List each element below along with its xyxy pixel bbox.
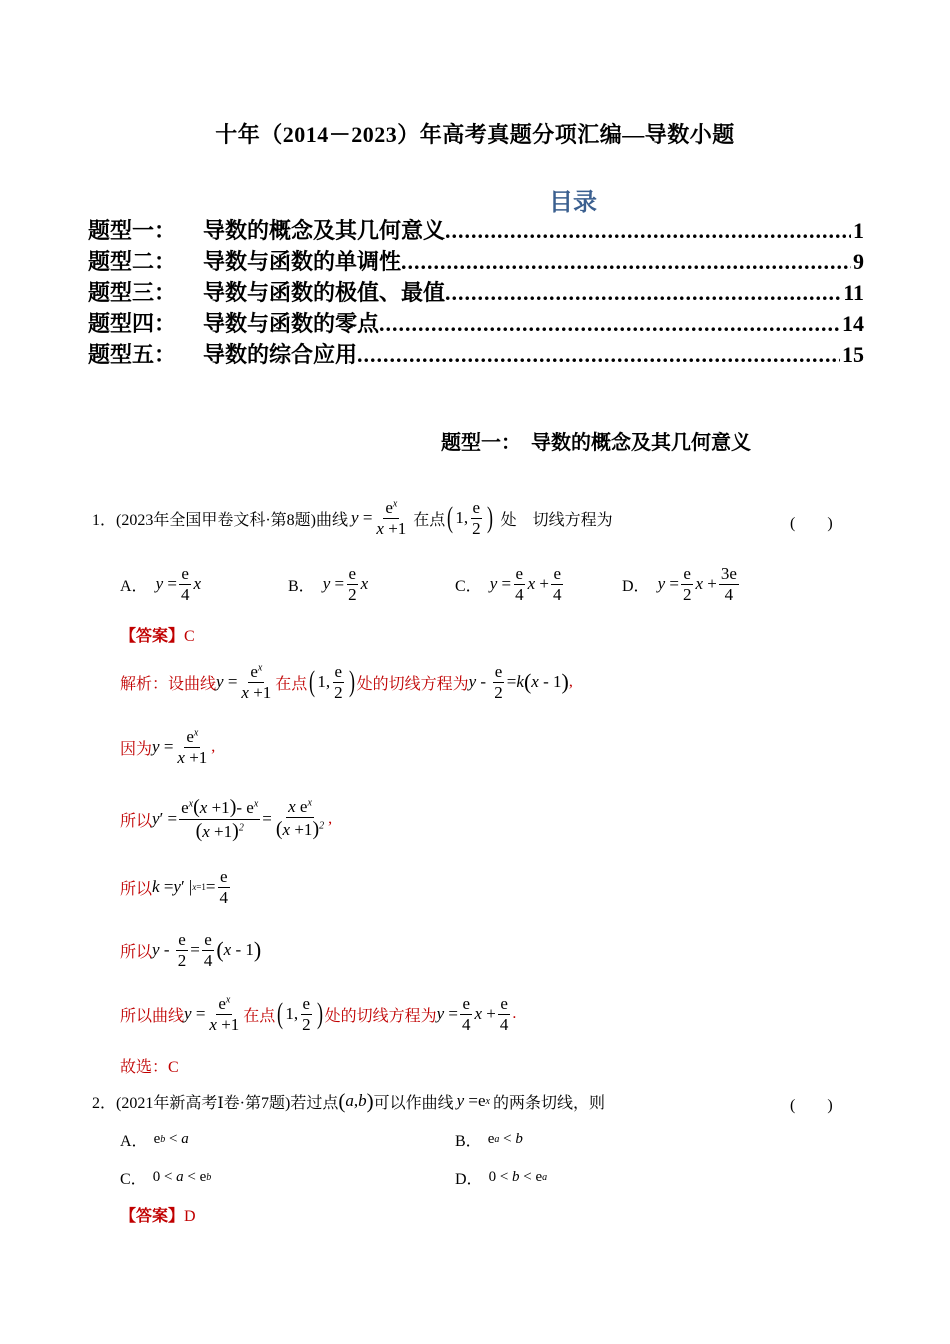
solution-text: 所以 (120, 812, 153, 830)
math-expression: y = $\frac{e^x}{x +1}$ (184, 993, 240, 1034)
option-label: A． (120, 1133, 148, 1150)
toc-entry-page: 9 (853, 249, 864, 274)
question-text: 的两条切线，则 (492, 1094, 605, 1112)
answer-value: D (184, 1208, 196, 1225)
option-d (455, 1166, 547, 1189)
toc-entry-title: 导数的概念及其几何意义 (203, 218, 446, 243)
toc-entry-label: 题型三： (88, 280, 177, 305)
toc-leader-dots (357, 342, 840, 368)
document-title: 十年（2014－2023）年高考真题分项汇编—导数小题 (215, 122, 735, 147)
solution-conclusion: 故选：C (120, 1059, 179, 1076)
solution-line-2: 因为 y = $\frac{e^x}{x +1}$ , (120, 726, 216, 767)
question-text: 可以作曲线 (373, 1094, 454, 1112)
math-expression: e b < a (153, 1131, 189, 1147)
math-expression: y - $\frac{e}{2}$ = $\frac{e}{4}$ ( x - 1 ) (152, 929, 262, 970)
solution-line-3: 所以 y ′ = $\frac{e^x(x +1)- e^x}{(x +1)^2}$ = $\frac{x e^x}{(x +1)^2}$ , (120, 795, 333, 842)
answer-bracket: ( ) (790, 1097, 833, 1114)
option-label: B． (288, 577, 315, 595)
toc-heading: 目录 (549, 190, 597, 216)
math-expression: ( 1, $\frac{e}{2}$ ) (277, 993, 323, 1034)
toc-entry-label: 题型二： (88, 249, 177, 274)
solution-line-1: 解析：设曲线 y = $\frac{e^x}{x +1}$ 在点 ( 1, $\frac{e}{2}$ ) 处的切线方程为 y - $\frac{e}{2}$ = k ( x - 1 ) , (120, 661, 573, 702)
math-expression: e a < b (487, 1131, 523, 1147)
option-label: A． (120, 577, 148, 595)
solution-text: 所以 (120, 943, 153, 961)
question-text: 处 切线方程为 (500, 511, 613, 529)
toc-entry-label: 题型五： (88, 342, 177, 367)
option-label: D． (622, 577, 650, 595)
solution-text: 解析：设曲线 (120, 675, 217, 693)
option-label: C． (455, 577, 482, 595)
math-expression: y = $\frac{e^x}{x +1}$ (216, 661, 272, 702)
toc-leader-dots (445, 280, 841, 306)
math-expression: 0 < a < e b (152, 1169, 212, 1185)
question-number: 1． (92, 511, 117, 529)
question-text: (2021年新高考Ⅰ卷·第7题)若过点 (116, 1094, 339, 1112)
math-expression: y = $\frac{e}{4}$ x + $\frac{e}{4}$ (436, 993, 509, 1034)
toc-leader-dots (401, 249, 851, 275)
option-label: B． (455, 1133, 482, 1150)
toc-entry-label: 题型一： (88, 218, 177, 243)
option-c (455, 562, 565, 606)
toc-entry-page: 11 (843, 280, 864, 305)
toc-entry[interactable] (88, 245, 864, 275)
math-expression: 0 < b < e a (488, 1169, 548, 1185)
question-1-stem (92, 497, 613, 538)
option-b (455, 1128, 523, 1151)
option-b (288, 562, 368, 606)
answer-tag: 【答案】 (120, 1208, 185, 1225)
math-expression: y = $\frac{e^x}{x +1}$ (351, 497, 407, 538)
math-expression: y = $\frac{e}{4}$ x (155, 563, 201, 604)
math-expression: ( 1, $\frac{e}{2}$ ) (447, 497, 493, 538)
math-expression: y = $\frac{e}{2}$ x (322, 563, 369, 604)
toc-entry[interactable] (88, 276, 864, 306)
toc-entry[interactable] (88, 307, 864, 337)
toc-entry-label: 题型四： (88, 311, 177, 336)
toc-entry-page: 14 (842, 311, 864, 336)
solution-line-6: 所以曲线 y = $\frac{e^x}{x +1}$ 在点 ( 1, $\frac{e}{2}$ ) 处的切线方程为 y = $\frac{e}{4}$ x + $\frac{e}{4}$ . (120, 993, 517, 1034)
toc-entry[interactable] (88, 338, 864, 368)
toc-entry-page: 1 (853, 218, 864, 243)
section-heading: 题型一： 导数的概念及其几何意义 (441, 432, 751, 454)
toc-leader-dots (379, 311, 840, 337)
solution-text: 处的切线方程为 (324, 1007, 437, 1025)
toc-entry-title: 导数与函数的零点 (203, 311, 380, 336)
question-number: 2． (92, 1094, 117, 1112)
toc-entry[interactable] (88, 214, 864, 244)
option-a (120, 562, 201, 606)
solution-text: 所以 (120, 880, 153, 898)
toc-entry-title: 导数与函数的单调性 (203, 249, 402, 274)
math-expression: y = $\frac{e}{2}$ x + $\frac{3e}{4}$ (657, 563, 737, 604)
solution-line-4 (120, 865, 232, 909)
option-d (622, 562, 741, 606)
toc-entry-page: 15 (842, 342, 864, 367)
option-c (120, 1166, 211, 1189)
question-2-stem (92, 1087, 605, 1115)
solution-text: 在点 (243, 1007, 276, 1025)
answer-line (120, 1203, 196, 1226)
answer-tag: 【答案】 (120, 628, 185, 645)
answer-bracket: ( ) (790, 515, 833, 532)
math-expression: y = $\frac{e}{4}$ x + $\frac{e}{4}$ (489, 563, 562, 604)
solution-line-5 (120, 928, 261, 972)
solution-text: 所以曲线 (120, 1007, 185, 1025)
solution-text: 因为 (120, 740, 153, 758)
solution-text: 处的切线方程为 (356, 675, 469, 693)
toc-entry-title: 导数的综合应用 (203, 342, 358, 367)
answer-value: C (184, 628, 195, 645)
math-expression: k = y ′ | x=1 = $\frac{e}{4}$ (152, 866, 228, 907)
math-expression: y ′ = $\frac{e^x(x +1)- e^x}{(x +1)^2}$ = $\frac{x e^x}{(x +1)^2}$ (152, 795, 325, 842)
toc-entry-title: 导数与函数的极值、最值 (203, 280, 446, 305)
answer-line (120, 623, 195, 646)
math-expression: ( 1, $\frac{e}{2}$ ) (309, 661, 355, 702)
option-label: C． (120, 1171, 147, 1188)
math-expression: y - $\frac{e}{2}$ = k ( x - 1 ) (468, 661, 569, 702)
toc-leader-dots (445, 218, 851, 244)
question-text: (2023年全国甲卷文科·第8题)曲线 (116, 511, 349, 529)
math-expression: y =e x (456, 1091, 490, 1110)
option-a (120, 1128, 189, 1151)
math-expression: ( a , b ) (338, 1088, 374, 1113)
math-expression: y = $\frac{e^x}{x +1}$ (152, 726, 208, 767)
option-label: D． (455, 1171, 483, 1188)
question-text: 在点 (413, 511, 446, 529)
solution-text: 在点 (275, 675, 308, 693)
